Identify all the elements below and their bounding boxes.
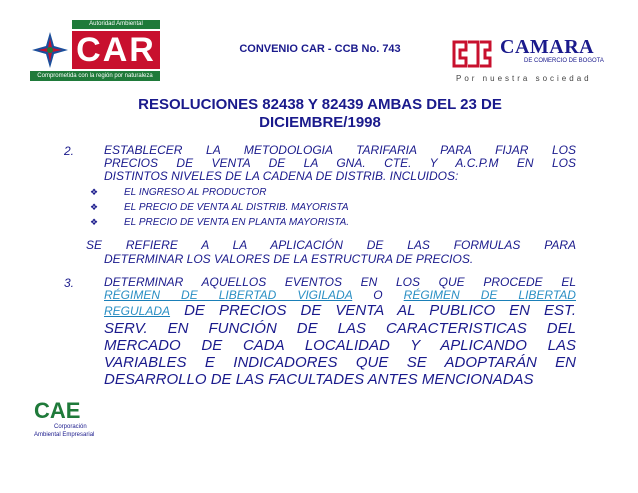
regimen-libertad-regulada-link-part-1[interactable]: RÉGIMEN DE LIBERTAD xyxy=(403,288,576,302)
content-body xyxy=(56,144,576,388)
bullet-text: EL PRECIO DE VENTA EN PLANTA MAYORISTA. xyxy=(124,217,350,228)
regimen-libertad-vigilada-link[interactable]: RÉGIMEN DE LIBERTAD VIGILADA xyxy=(104,288,353,302)
cae-logo-name: CAE xyxy=(34,398,81,423)
note xyxy=(56,238,576,266)
diamond-bullet-icon: ❖ xyxy=(90,202,99,212)
car-logo-top-text: Autoridad Ambiental xyxy=(72,20,160,29)
note-line-1: SE REFIERE A LA APLICACIÓN DE LAS FORMULAS PARA xyxy=(86,238,576,252)
camara-subtitle: DE COMERCIO DE BOGOTA xyxy=(524,58,604,64)
camara-logo xyxy=(450,36,610,86)
car-logo xyxy=(30,20,160,82)
page-title xyxy=(60,96,580,132)
item-2-bullets xyxy=(90,185,576,230)
item-2 xyxy=(56,144,576,230)
cae-logo xyxy=(34,398,124,450)
item-2-number: 2. xyxy=(64,144,75,158)
item-3-line-7: DESARROLLO DE LAS FACULTADES ANTES MENCIONADAS xyxy=(104,371,534,388)
car-logo-bottom-text: Comprometida con la región por naturaleza xyxy=(30,71,160,81)
connector-text: O xyxy=(373,288,383,302)
item-3 xyxy=(56,276,576,388)
item-2-line-1: ESTABLECER LA METODOLOGIA TARIFARIA PARA FIJAR LOS xyxy=(104,143,576,157)
regimen-libertad-regulada-link-part-2[interactable]: REGULADA xyxy=(104,304,171,318)
header-title: CONVENIO CAR - CCB No. 743 xyxy=(239,43,401,55)
item-2-line-2: PRECIOS DE VENTA DE LA GNA. CTE. Y A.C.P.M EN LOS xyxy=(104,156,576,170)
camara-name: CAMARA xyxy=(500,36,595,58)
diamond-bullet-icon: ❖ xyxy=(90,217,99,227)
cae-logo-line-1: Corporación xyxy=(54,424,87,430)
cae-logo-line-2: Ambiental Empresarial xyxy=(34,432,95,438)
item-3-line-5: MERCADO DE CADA LOCALIDAD Y APLICANDO LAS xyxy=(104,337,576,354)
list-item xyxy=(90,215,576,230)
diamond-bullet-icon: ❖ xyxy=(90,187,99,197)
item-2-text xyxy=(104,144,576,183)
item-3-text xyxy=(104,276,576,388)
item-2-line-3: DISTINTOS NIVELES DE LA CADENA DE DISTRIB. INCLUIDOS: xyxy=(104,169,459,183)
car-logo-name: CAR xyxy=(72,31,160,69)
bullet-text: EL INGRESO AL PRODUCTOR xyxy=(124,187,267,198)
page-title-line-2: DICIEMBRE/1998 xyxy=(259,114,381,131)
list-item xyxy=(90,200,576,215)
item-3-number: 3. xyxy=(64,276,75,290)
note-line-2: DETERMINAR LOS VALORES DE LA ESTRUCTURA DE PRECIOS. xyxy=(104,252,474,266)
item-3-line-1: DETERMINAR AQUELLOS EVENTOS EN LOS QUE PROCEDE EL xyxy=(104,275,576,289)
page-title-line-1: RESOLUCIONES 82438 Y 82439 AMBAS DEL 23 DE xyxy=(138,96,502,113)
item-3-line-6: VARIABLES E INDICADORES QUE SE ADOPTARÁN EN xyxy=(104,354,576,371)
item-3-after-link: DE PRECIOS DE VENTA AL PUBLICO EN EST. xyxy=(184,302,577,319)
item-3-line-4: SERV. EN FUNCIÓN DE LAS CARACTERISTICAS DEL xyxy=(104,320,576,337)
camara-mark-icon xyxy=(450,36,494,72)
list-item xyxy=(90,185,576,200)
car-star-icon xyxy=(30,30,70,70)
camara-tagline: Por nuestra sociedad xyxy=(456,74,592,83)
bullet-text: EL PRECIO DE VENTA AL DISTRIB. MAYORISTA xyxy=(124,202,349,213)
